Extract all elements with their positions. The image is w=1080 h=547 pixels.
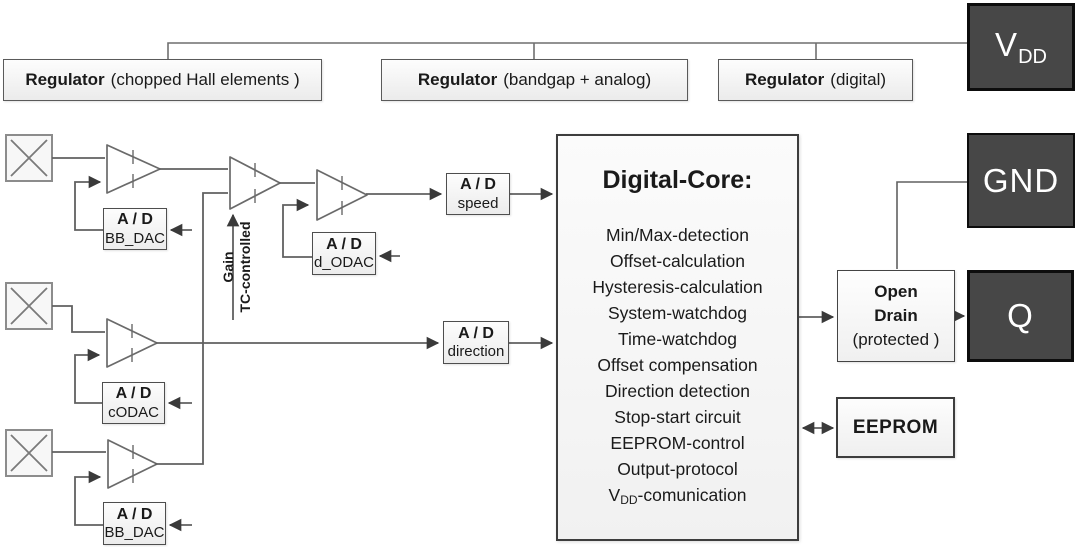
vdd-subscript: DD: [1018, 45, 1047, 68]
open-drain-line2: Drain: [874, 306, 918, 325]
regulator-detail: (digital): [830, 70, 887, 89]
pin-q: [967, 270, 1074, 362]
ad-box-d-odac: [312, 232, 376, 275]
ad-box-c-odac: [102, 382, 165, 424]
gain-label-line2: TC-controlled: [237, 221, 253, 313]
digital-core-box: [556, 134, 799, 541]
wire-hall2-amp2: [52, 306, 105, 332]
digital-core-item: Output-protocol: [617, 459, 738, 479]
vdd-item-subscript: DD: [620, 493, 638, 507]
ad-label: A / D: [115, 385, 152, 403]
wire-gnd-opendrain: [897, 182, 967, 269]
ad-sublabel: BB_DAC: [104, 229, 166, 247]
digital-core-item: Min/Max-detection: [606, 225, 749, 245]
gain-label-line1: Gain: [220, 251, 236, 283]
digital-core-item: Offset compensation: [597, 355, 758, 375]
ad-sublabel: d_ODAC: [313, 254, 375, 272]
q-label: Q: [1007, 297, 1034, 334]
ad-box-direction: [443, 321, 509, 364]
regulator-label: Regulator: [744, 70, 825, 89]
ad-label: A / D: [116, 505, 153, 523]
digital-core-item: Hysteresis-calculation: [592, 277, 763, 297]
vdd-item-post: -comunication: [637, 485, 747, 505]
eeprom-label: EEPROM: [852, 416, 939, 438]
gain-tc-label: [220, 207, 256, 327]
wire-codac-feedback: [75, 355, 102, 403]
open-drain-box: [837, 270, 955, 362]
regulator-box-bandgap: [381, 59, 688, 101]
digital-core-item: Stop-start circuit: [614, 407, 741, 427]
vdd-item-pre: V: [608, 485, 621, 505]
digital-core-item-vdd: [558, 482, 797, 513]
wire-bbdac2-feedback: [75, 477, 103, 525]
digital-core-list: [558, 222, 797, 513]
ad-sublabel: cODAC: [108, 403, 159, 421]
vdd-supply-bus: [168, 43, 967, 59]
ad-label: A / D: [460, 176, 496, 194]
ad-label: A / D: [326, 235, 362, 253]
vdd-label: V: [995, 25, 1019, 63]
pin-gnd: [967, 133, 1075, 228]
regulator-box-hall: [3, 59, 322, 101]
ad-label: A / D: [458, 324, 494, 342]
digital-core-item: System-watchdog: [607, 303, 748, 323]
regulator-box-digital: [718, 59, 913, 101]
wire-dodac-feedback: [283, 205, 312, 257]
digital-core-item: Time-watchdog: [618, 329, 737, 349]
pin-vdd: [967, 3, 1075, 91]
digital-core-item: EEPROM-control: [610, 433, 745, 453]
ad-box-speed: [446, 173, 510, 215]
ad-box-bb-dac-top: [103, 208, 167, 250]
ad-box-bb-dac-bottom: [103, 502, 166, 545]
ad-sublabel: BB_DAC: [104, 524, 165, 542]
regulator-label: Regulator: [417, 70, 498, 89]
open-drain-line1: Open: [874, 282, 918, 301]
digital-core-title: Digital-Core:: [602, 166, 753, 194]
digital-core-item: Direction detection: [605, 381, 750, 401]
ad-sublabel: direction: [447, 343, 505, 361]
ad-sublabel: speed: [457, 194, 499, 212]
regulator-detail: (chopped Hall elements ): [110, 70, 300, 89]
wire-bbdac1-feedback: [75, 182, 103, 230]
digital-core-item: Offset-calculation: [610, 251, 745, 271]
gnd-label: GND: [982, 161, 1060, 199]
regulator-detail: (bandgap + analog): [503, 70, 652, 89]
eeprom-box: [836, 397, 955, 458]
open-drain-line3: (protected ): [852, 330, 940, 349]
ad-label: A / D: [117, 211, 153, 229]
regulator-label: Regulator: [25, 70, 105, 89]
